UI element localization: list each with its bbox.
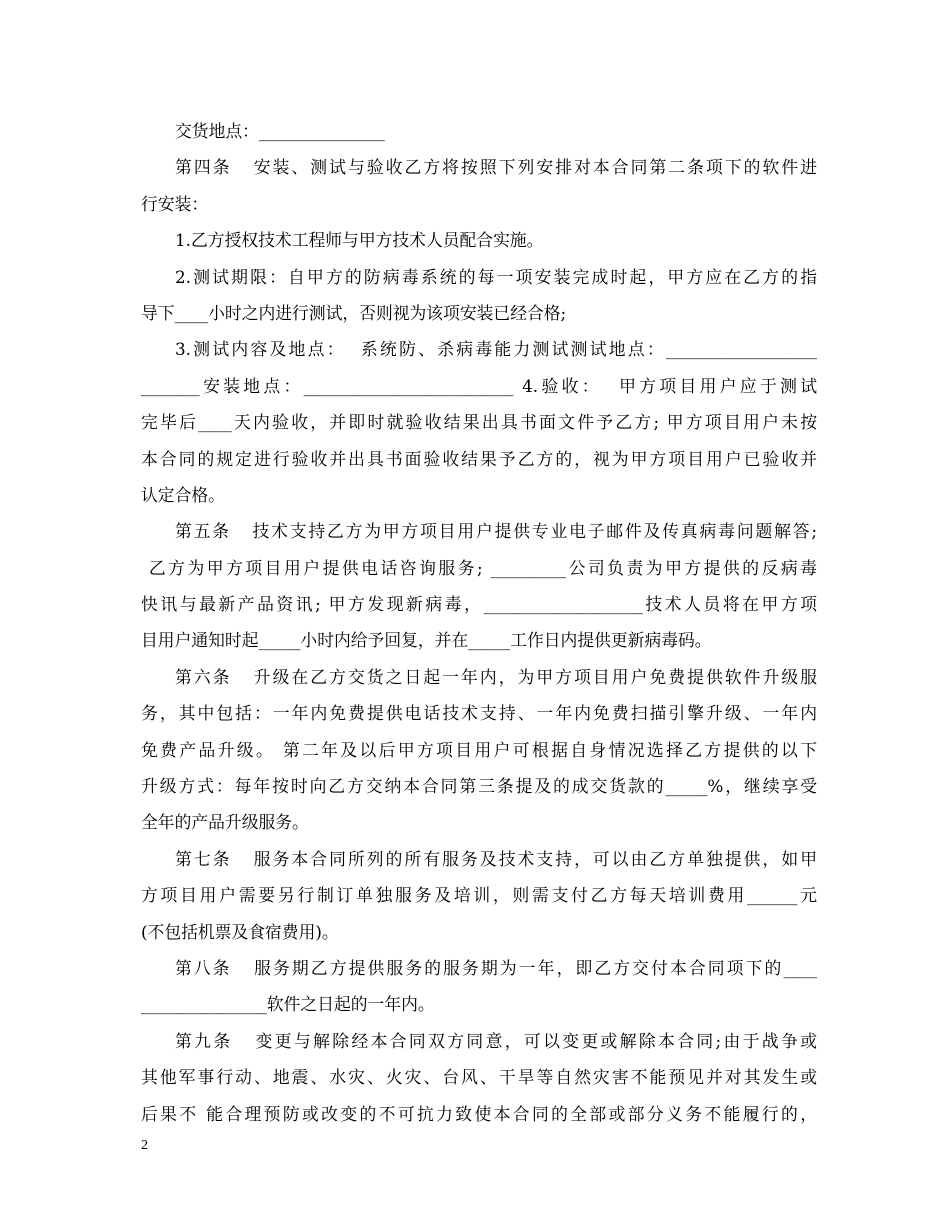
paragraph-line: 务，其中包括：一年内免费提供电话技术支持、一年内免费扫描引擎升级、一年内: [141, 703, 817, 724]
paragraph-line: 1.乙方授权技术工程师与甲方技术人员配合实施。: [175, 230, 544, 251]
paragraph-line: 行安装：: [141, 193, 209, 214]
paragraph-line: 导下____小时之内进行测试，否则视为该项安装已经合格;: [141, 302, 567, 323]
paragraph-line: 乙方为甲方项目用户提供电话咨询服务; _________公司负责为甲方提供的反病毒: [141, 557, 817, 578]
paragraph-line: 快讯与最新产品资讯; 甲方发现新病毒，___________________技术人员将在甲方项: [141, 594, 817, 615]
paragraph-line: 升级方式：每年按时向乙方交纳本合同第三条提及的成交货款的_____%，继续享受: [141, 776, 817, 797]
paragraph-line: 2.测试期限：自甲方的防病毒系统的每一项安装完成时起，甲方应在乙方的指: [175, 266, 817, 287]
paragraph-line: 其他军事行动、地震、水灾、火灾、台风、干旱等自然灾害不能预见并对其发生或: [141, 1067, 817, 1088]
paragraph-line: 3.测试内容及地点： 系统防、杀病毒能力测试测试地点：__________________: [175, 339, 817, 360]
paragraph-line: 本合同的规定进行验收并出具书面验收结果予乙方的，视为甲方项目用户已验收并: [141, 448, 817, 469]
paragraph-line: 第七条 服务本合同所列的所有服务及技术支持，可以由乙方单独提供，如甲: [175, 848, 817, 869]
paragraph-line: 方项目用户需要另行制订单独服务及培训，则需支付乙方每天培训费用______元: [141, 885, 817, 906]
paragraph-line: (不包括机票及食宿费用)。: [141, 921, 339, 942]
paragraph-line: _______安装地点：_________________________ 4.验收： 甲方项目用户应于测试: [141, 375, 817, 396]
paragraph-line: 第六条 升级在乙方交货之日起一年内，为甲方项目用户免费提供软件升级服: [175, 666, 817, 687]
paragraph-line: 后果不 能合理预防或改变的不可抗力致使本合同的全部或部分义务不能履行的，: [141, 1103, 817, 1124]
paragraph-line: 认定合格。: [141, 484, 225, 505]
paragraph-line: 全年的产品升级服务。: [141, 812, 309, 833]
paragraph-line: 完毕后____天内验收，并即时就验收结果出具书面文件予乙方; 甲方项目用户未按: [141, 412, 817, 433]
page-number: 2: [141, 1138, 148, 1153]
paragraph-line: 免费产品升级。 第二年及以后甲方项目用户可根据自身情况选择乙方提供的以下: [141, 739, 817, 760]
paragraph-line: 第九条 变更与解除经本合同双方同意，可以变更或解除本合同;由于战争或: [175, 1030, 817, 1051]
paragraph-line: _______________软件之日起的一年内。: [141, 994, 435, 1015]
paragraph-line: 目用户通知时起_____小时内给予回复，并在_____工作日内提供更新病毒码。: [141, 630, 712, 651]
paragraph-line: 交货地点：_______________: [175, 121, 385, 141]
paragraph-line: 第八条 服务期乙方提供服务的服务期为一年，即乙方交付本合同项下的____: [175, 957, 817, 978]
paragraph-line: 第四条 安装、测试与验收乙方将按照下列安排对本合同第二条项下的软件进: [175, 157, 817, 178]
paragraph-line: 第五条 技术支持乙方为甲方项目用户提供专业电子邮件及传真病毒问题解答;: [175, 521, 817, 542]
contract-body: [141, 113, 817, 1132]
